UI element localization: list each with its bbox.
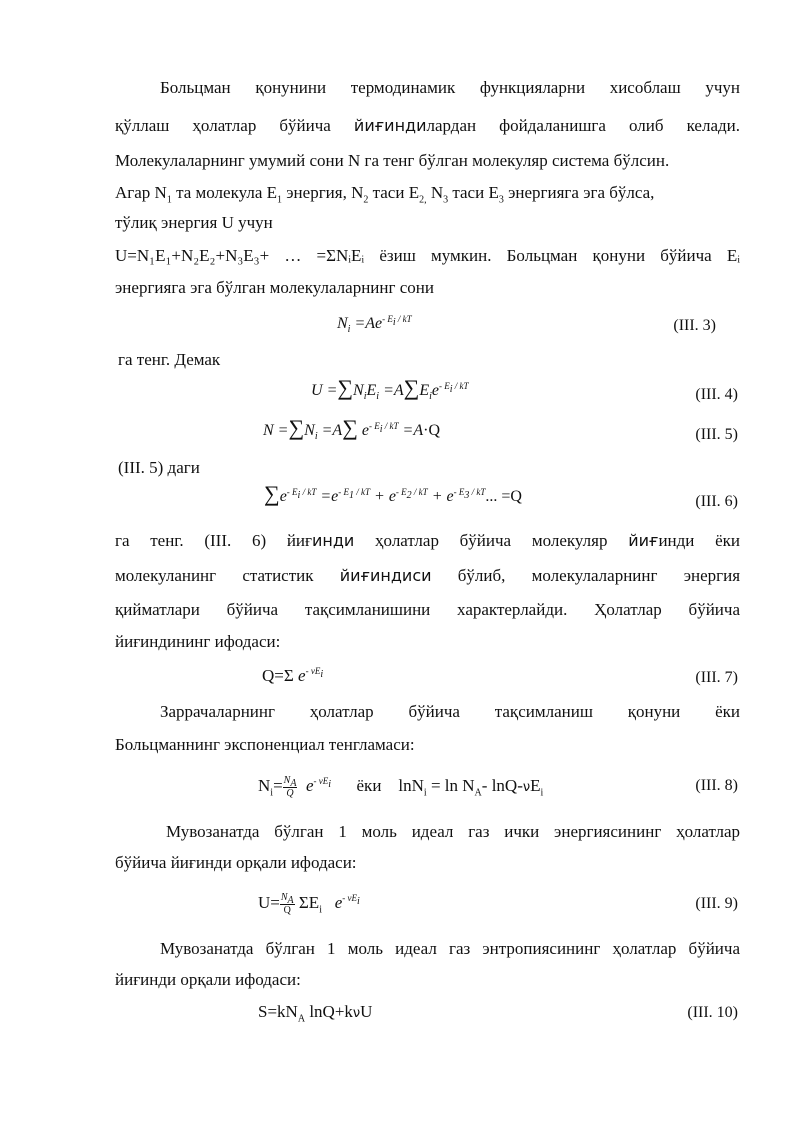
eq-subscript: A — [297, 1013, 306, 1025]
eq-subscript: i — [540, 787, 544, 799]
eq-subscript: i — [270, 787, 274, 799]
eq-exponent: - νE — [305, 666, 321, 677]
eq-term: E — [419, 382, 430, 399]
eq-subscript: i — [328, 779, 332, 791]
eq-subscript: i — [423, 787, 427, 799]
text-span: энергияга эга бўлса, — [503, 183, 655, 202]
eq-term: U= — [258, 893, 280, 912]
text-line: қийматлари бўйича тақсимланишини характерлайди. Ҳолатлар бўйича — [115, 600, 740, 619]
fraction — [283, 775, 298, 800]
equation-9 — [258, 885, 360, 921]
equation-number: (III. 7) — [695, 669, 738, 686]
eq-exponent: / kT — [452, 380, 469, 391]
eq-term: =A — [383, 382, 404, 399]
sum-symbol: ∑ — [264, 481, 280, 506]
sum-symbol: ∑ — [403, 375, 420, 400]
subscript: 3 — [498, 194, 504, 206]
text-line: йиғинди орқали ифодаси: — [115, 970, 301, 989]
text-span: йиғ — [628, 531, 659, 550]
sum-symbol: ∑ — [342, 415, 358, 440]
text-span: инди — [312, 531, 355, 550]
subscript: 1 — [277, 194, 283, 206]
eq-subscript: i — [379, 423, 383, 435]
text-line: Заррачаларнинг ҳолатлар бўйича тақсимланиш қонуни ёки — [160, 702, 740, 721]
eq-term: N — [337, 315, 348, 332]
eq-term: ёки — [356, 776, 382, 795]
eq-subscript: i — [320, 669, 324, 681]
eq-term: = ln N — [426, 776, 475, 795]
equation-8 — [258, 768, 543, 806]
eq-exponent: / kT — [354, 486, 371, 497]
eq-term: N — [263, 422, 274, 439]
eq-exponent: - νE — [342, 893, 358, 904]
text-span: таси E — [368, 183, 420, 202]
eq-subscript: i — [449, 383, 453, 395]
text-line: бўйича йиғинди орқали ифодаси: — [115, 853, 357, 872]
eq-exponent: - E — [382, 313, 393, 324]
eq-exponent: / kT — [469, 486, 486, 497]
eq-subscript: i — [357, 896, 360, 908]
text-line: Мувозанатда бўлган 1 моль идеал газ энтропиясининг ҳолатлар бўйича — [160, 939, 740, 958]
text-line: U=N₁E₁+N₂E₂+N₃E₃+ … =ΣNᵢEᵢ ёзиш мумкин. Больцман қонуни бўйича Eᵢ — [115, 246, 740, 265]
text-line: Больцман қонунини термодинамик функцияларни хисоблаш учун — [160, 78, 740, 97]
eq-subscript: i — [347, 324, 351, 336]
equation-5 — [263, 415, 440, 443]
text-span: йиғинди — [353, 116, 427, 135]
subscript: 1 — [166, 194, 172, 206]
equation-number: (III. 6) — [695, 493, 738, 510]
text-span: та молекула E — [171, 183, 278, 202]
eq-term: N — [304, 422, 315, 439]
equation-number: (III. 10) — [687, 1004, 738, 1021]
text-line: (III. 5) даги — [118, 458, 200, 477]
eq-exponent: - νE — [313, 776, 329, 787]
eq-exponent: - E — [338, 486, 349, 497]
eq-term: e — [305, 776, 314, 795]
text-span: инди ёки — [658, 531, 740, 550]
eq-term: e — [431, 382, 439, 399]
eq-subscript: 3 — [464, 489, 470, 501]
equation-4 — [311, 375, 469, 403]
eq-subscript: i — [376, 391, 380, 403]
eq-exponent: - E — [395, 486, 407, 497]
eq-term: E — [366, 382, 377, 399]
equation-10 — [258, 1002, 372, 1024]
eq-term: E — [530, 776, 541, 795]
text-line — [115, 566, 740, 586]
eq-subscript: i — [392, 316, 396, 328]
text-line: энергияга эга бўлган молекулаларнинг сони — [115, 278, 434, 297]
text-line — [115, 183, 740, 206]
text-span: молекуланинг статистик — [115, 566, 314, 585]
eq-subscript: i — [314, 431, 318, 443]
eq-exponent: - E — [286, 486, 298, 497]
eq-term: U — [311, 382, 323, 399]
eq-subscript: i — [363, 391, 367, 403]
eq-term: =A — [321, 422, 343, 439]
sum-symbol: ∑ — [288, 415, 305, 440]
eq-exponent: - E — [368, 420, 380, 431]
text-span: бўлиб, молекулаларнинг энергия — [457, 566, 741, 585]
equation-number: (III. 4) — [695, 386, 738, 403]
eq-term: = — [277, 422, 289, 439]
eq-term: =Ae — [354, 315, 383, 332]
eq-exponent: - E — [439, 380, 450, 391]
text-line — [115, 531, 740, 551]
subscript: 2 — [363, 194, 369, 206]
eq-exponent: / kT — [382, 420, 399, 431]
text-line: Мувозанатда бўлган 1 моль идеал газ ички энергиясининг ҳолатлар — [166, 822, 740, 841]
subscript: 3 — [443, 194, 449, 206]
equation-number: (III. 3) — [673, 317, 716, 334]
eq-term: = — [326, 382, 338, 399]
text-span: қўллаш ҳолатлар бўйича — [115, 116, 331, 135]
eq-term: N — [258, 776, 271, 795]
text-span: га тенг. (III. 6) йиғ — [115, 531, 312, 550]
text-span: N — [426, 183, 444, 202]
text-span: Агар N — [115, 183, 167, 202]
text-line: Больцманнинг экспоненциал тенгламаси: — [115, 735, 415, 754]
eq-subscript: i — [429, 391, 432, 403]
eq-term: ν — [522, 780, 531, 795]
eq-term: lnN — [398, 776, 424, 795]
text-line: га тенг. Демак — [118, 350, 221, 369]
sum-symbol: ∑ — [337, 375, 354, 400]
eq-term: Q — [283, 904, 291, 916]
eq-term: ... =Q — [485, 488, 522, 505]
eq-term: e — [298, 666, 306, 685]
equation-number: (III. 8) — [695, 777, 738, 794]
eq-term: Q — [286, 787, 294, 799]
equation-3 — [337, 314, 412, 334]
eq-term: Q= — [262, 666, 284, 685]
eq-subscript: i — [297, 489, 301, 501]
text-line: йиғиндининг ифодаси: — [115, 632, 281, 651]
eq-exponent: / kT — [395, 313, 412, 324]
text-span: таси E — [448, 183, 499, 202]
eq-exponent: - E — [453, 486, 465, 497]
fraction — [280, 892, 295, 917]
eq-term: ΣE — [298, 893, 320, 912]
eq-term: + e — [427, 488, 454, 505]
eq-term: ν — [352, 1006, 361, 1021]
text-line — [115, 116, 740, 136]
eq-term: e — [334, 893, 343, 912]
eq-subscript: A — [290, 777, 297, 789]
eq-term: + e — [370, 488, 396, 505]
eq-exponent: / kT — [411, 486, 428, 497]
text-line: Молекулаларнинг умумий сони N га тенг бўлган молекуляр система бўлсин. — [115, 151, 670, 170]
text-span: йиғиндиси — [339, 566, 432, 585]
eq-term: Σ — [283, 666, 294, 685]
eq-term: =A — [402, 422, 424, 439]
eq-subscript: 2 — [406, 489, 412, 501]
eq-exponent: / kT — [300, 486, 317, 497]
eq-term: e — [279, 488, 287, 505]
equation-number: (III. 5) — [695, 426, 738, 443]
eq-term: = — [273, 776, 283, 795]
eq-subscript: 1 — [349, 489, 354, 501]
eq-term: U — [360, 1002, 373, 1021]
equation-7 — [262, 666, 323, 686]
text-span: энергия, N — [282, 183, 364, 202]
eq-term: ·Q — [423, 422, 440, 439]
eq-term: =e — [320, 488, 339, 505]
eq-term: S=kN — [258, 1002, 298, 1021]
eq-subscript: i — [319, 904, 322, 916]
equation-6 — [264, 481, 522, 507]
subscript: 2, — [419, 194, 427, 206]
text-span: ҳолатлар бўйича молекуляр — [354, 531, 608, 550]
eq-term: N — [353, 382, 364, 399]
equation-number: (III. 9) — [695, 895, 738, 912]
eq-subscript: A — [474, 787, 482, 799]
text-line: тўлиқ энергия U учун — [115, 213, 273, 232]
eq-term: lnQ+k — [305, 1002, 353, 1021]
eq-term: e — [361, 422, 369, 439]
eq-term: - lnQ- — [481, 776, 523, 795]
eq-term: N — [283, 774, 291, 786]
text-span: лардан фойдаланишга олиб келади. — [426, 116, 740, 135]
eq-subscript: A — [287, 894, 294, 906]
eq-term: N — [280, 891, 288, 903]
